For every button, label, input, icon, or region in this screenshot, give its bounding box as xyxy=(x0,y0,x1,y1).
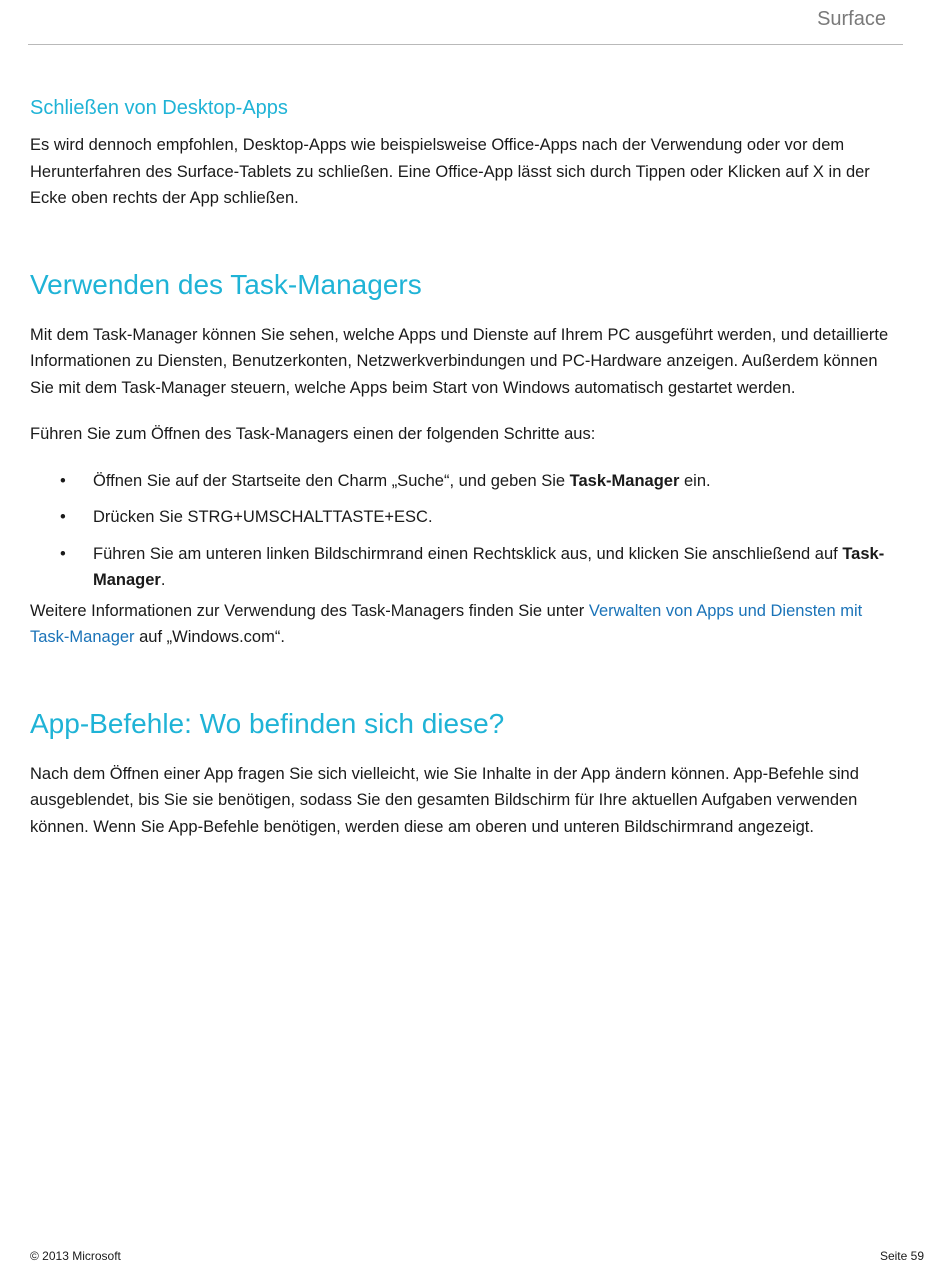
step-text-after: . xyxy=(160,571,166,589)
step-text: Führen Sie am unteren linken Bildschirmrand einen Rechtsklick aus, und klicken Sie anschließend auf xyxy=(93,544,843,563)
more-info-text-after: auf „Windows.com“. xyxy=(134,628,285,646)
manage-apps-link[interactable]: Verwalten von Apps und Diensten mit Task-Manager xyxy=(30,601,863,646)
section-title-close-desktop-apps: Schließen von Desktop-Apps xyxy=(30,97,288,119)
spacer xyxy=(30,212,900,266)
section-title-task-manager: Verwenden des Task-Managers xyxy=(30,268,422,300)
page-content xyxy=(30,94,900,840)
list-item xyxy=(30,541,900,594)
footer-page-number: Seite 59 xyxy=(879,1249,924,1263)
bullet-icon: • xyxy=(60,471,66,490)
spacer xyxy=(30,401,900,421)
section-body-app-commands: Nach dem Öffnen einer App fragen Sie sich vielleicht, wie Sie Inhalte in der App ändern können. App-Befehle sind ausgeblendet, bis Sie sie benötigen, sodass Sie den gesamten Bildschirm für Ihre aktuellen Aufgaben verwenden können. Wenn Sie App-Befehle benötigen, werden diese am oberen und unteren Bildschirmrand angezeigt. xyxy=(30,764,859,836)
step-text: Drücken Sie STRG+UMSCHALTTASTE+ESC. xyxy=(93,508,433,526)
list-item xyxy=(30,468,900,495)
steps-lead: Führen Sie zum Öffnen des Task-Managers einen der folgenden Schritte aus: xyxy=(30,425,596,443)
brand-label: Surface xyxy=(817,8,886,30)
step-bold: Task-Manager xyxy=(569,471,680,490)
list-item xyxy=(30,504,900,531)
header-divider xyxy=(28,44,903,45)
footer-copyright: © 2013 Microsoft xyxy=(30,1249,121,1263)
section-title-app-commands: App-Befehle: Wo befinden sich diese? xyxy=(30,707,505,739)
bullet-icon: • xyxy=(60,508,66,526)
step-bold: Task-Manager xyxy=(93,544,885,589)
steps-list xyxy=(30,468,900,594)
spacer xyxy=(30,651,900,705)
bullet-icon: • xyxy=(60,544,66,563)
section-intro-task-manager: Mit dem Task-Manager können Sie sehen, welche Apps und Dienste auf Ihrem PC ausgeführt werden, und detaillierte Informationen zu Diensten, Benutzerkonten, Netzwerkverbindungen und PC-Hardware anzeigen. Außerdem können Sie mit dem Task-Manager steuern, welche Apps beim Start von Windows automatisch gestartet werden. xyxy=(30,325,889,397)
more-info-paragraph xyxy=(30,598,900,651)
step-text-after: ein. xyxy=(679,471,711,490)
section-body-close-desktop-apps: Es wird dennoch empfohlen, Desktop-Apps wie beispielsweise Office-Apps nach der Verwendung oder vor dem Herunterfahren des Surface-Tablets zu schließen. Eine Office-App lässt sich durch Tippen oder Klicken auf X in der Ecke oben rechts der App schließen. xyxy=(30,136,870,207)
more-info-text: Weitere Informationen zur Verwendung des Task-Managers finden Sie unter xyxy=(30,601,589,620)
step-text: Öffnen Sie auf der Startseite den Charm „Suche“, und geben Sie xyxy=(93,471,570,490)
